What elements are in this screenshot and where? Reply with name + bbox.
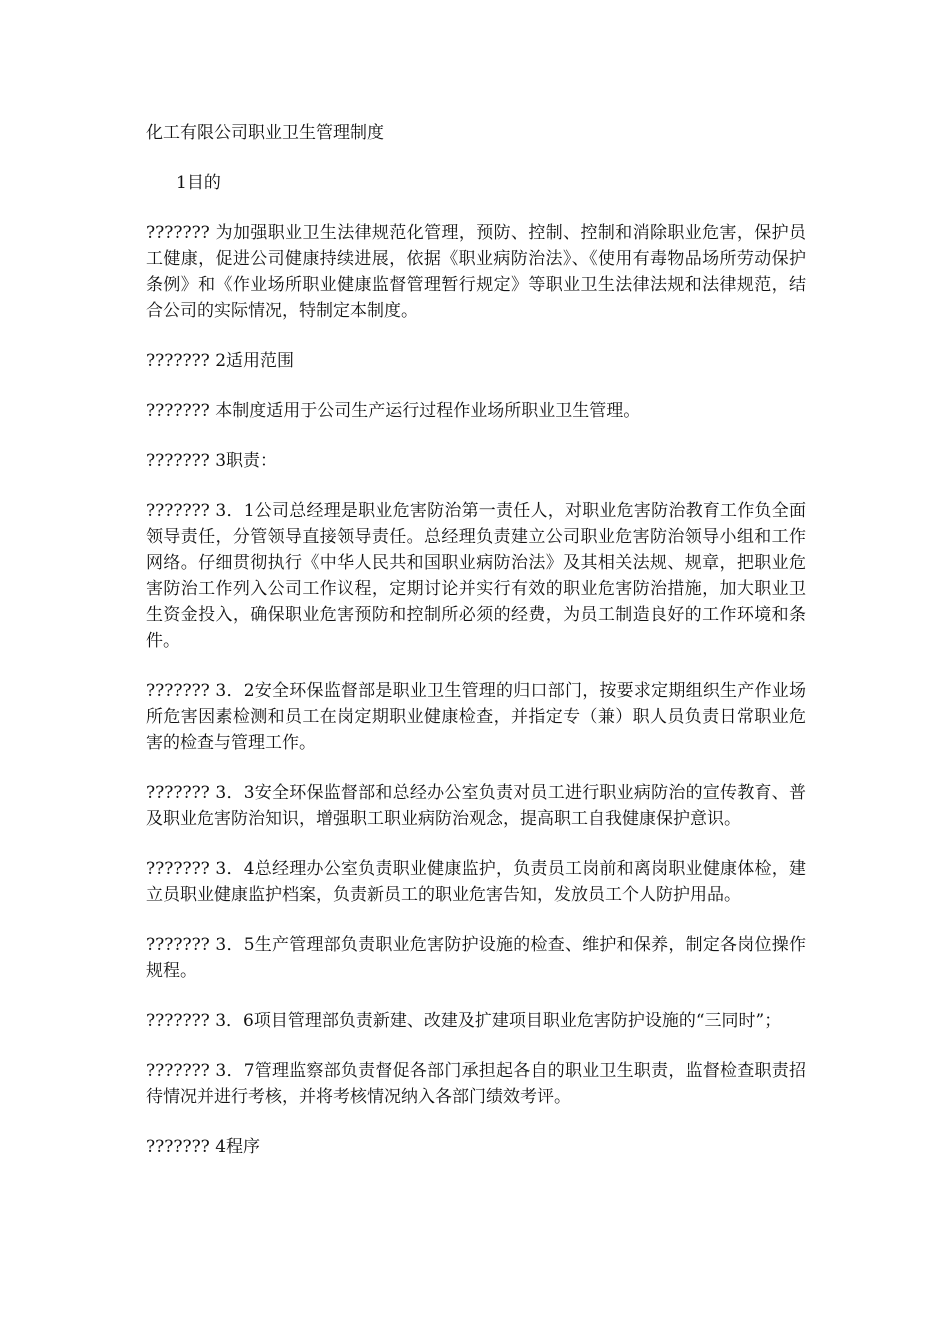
- paragraph-3-7: ??????? 3．7管理监察部负责督促各部门承担起各自的职业卫生职责，监督检查职责招待情况并进行考核，并将考核情况纳入各部门绩效考评。: [146, 1061, 806, 1107]
- section-heading-scope: ??????? 2适用范围: [146, 351, 295, 371]
- paragraph-3-4: ??????? 3．4总经理办公室负责职业健康监护，负责员工岗前和离岗职业健康体检，建立员职业健康监护档案，负责新员工的职业危害告知，发放员工个人防护用品。: [146, 859, 806, 905]
- paragraph-3-2: ??????? 3．2安全环保监督部是职业卫生管理的归口部门，按要求定期组织生产作业场所危害因素检测和员工在岗定期职业健康检查，并指定专（兼）职人员负责日常职业危害的检查与管理工作。: [146, 681, 806, 753]
- section-heading-responsibilities: ??????? 3职责：: [146, 451, 278, 471]
- paragraph-scope: ??????? 本制度适用于公司生产运行过程作业场所职业卫生管理。: [146, 401, 641, 421]
- paragraph-3-1: ??????? 3．1公司总经理是职业危害防治第一责任人，对职业危害防治教育工作负全面领导责任，分管领导直接领导责任。总经理负责建立公司职业危害防治领导小组和工作网络。仔细贯彻执行《中华人民共和国职业病防治法》及其相关法规、规章，把职业危害防治工作列入公司工作议程，定期讨论并实行有效的职业危害防治措施，加大职业卫生资金投入，确保职业危害预防和控制所必须的经费，为员工制造良好的工作环境和条件。: [146, 501, 806, 651]
- paragraph-purpose: ??????? 为加强职业卫生法律规范化管理，预防、控制、控制和消除职业危害，保护员工健康，促进公司健康持续进展，依据《职业病防治法》、《使用有毒物品场所劳动保护条例》和《作业场所职业健康监督管理暂行规定》等职业卫生法律法规和法律规范，结合公司的实际情况，特制定本制度。: [146, 223, 806, 321]
- section-heading-purpose: 1目的: [176, 173, 221, 193]
- document-title: 化工有限公司职业卫生管理制度: [146, 123, 384, 143]
- document-page: [146, 120, 806, 1184]
- paragraph-3-6: ??????? 3．6项目管理部负责新建、改建及扩建项目职业危害防护设施的“三同时”；: [146, 1011, 782, 1031]
- paragraph-3-3: ??????? 3．3安全环保监督部和总经办公室负责对员工进行职业病防治的宣传教育、普及职业危害防治知识，增强职工职业病防治观念，提高职工自我健康保护意识。: [146, 783, 806, 829]
- section-heading-procedure: ??????? 4程序: [146, 1137, 261, 1157]
- paragraph-3-5: ??????? 3．5生产管理部负责职业危害防护设施的检查、维护和保养，制定各岗位操作规程。: [146, 935, 806, 981]
